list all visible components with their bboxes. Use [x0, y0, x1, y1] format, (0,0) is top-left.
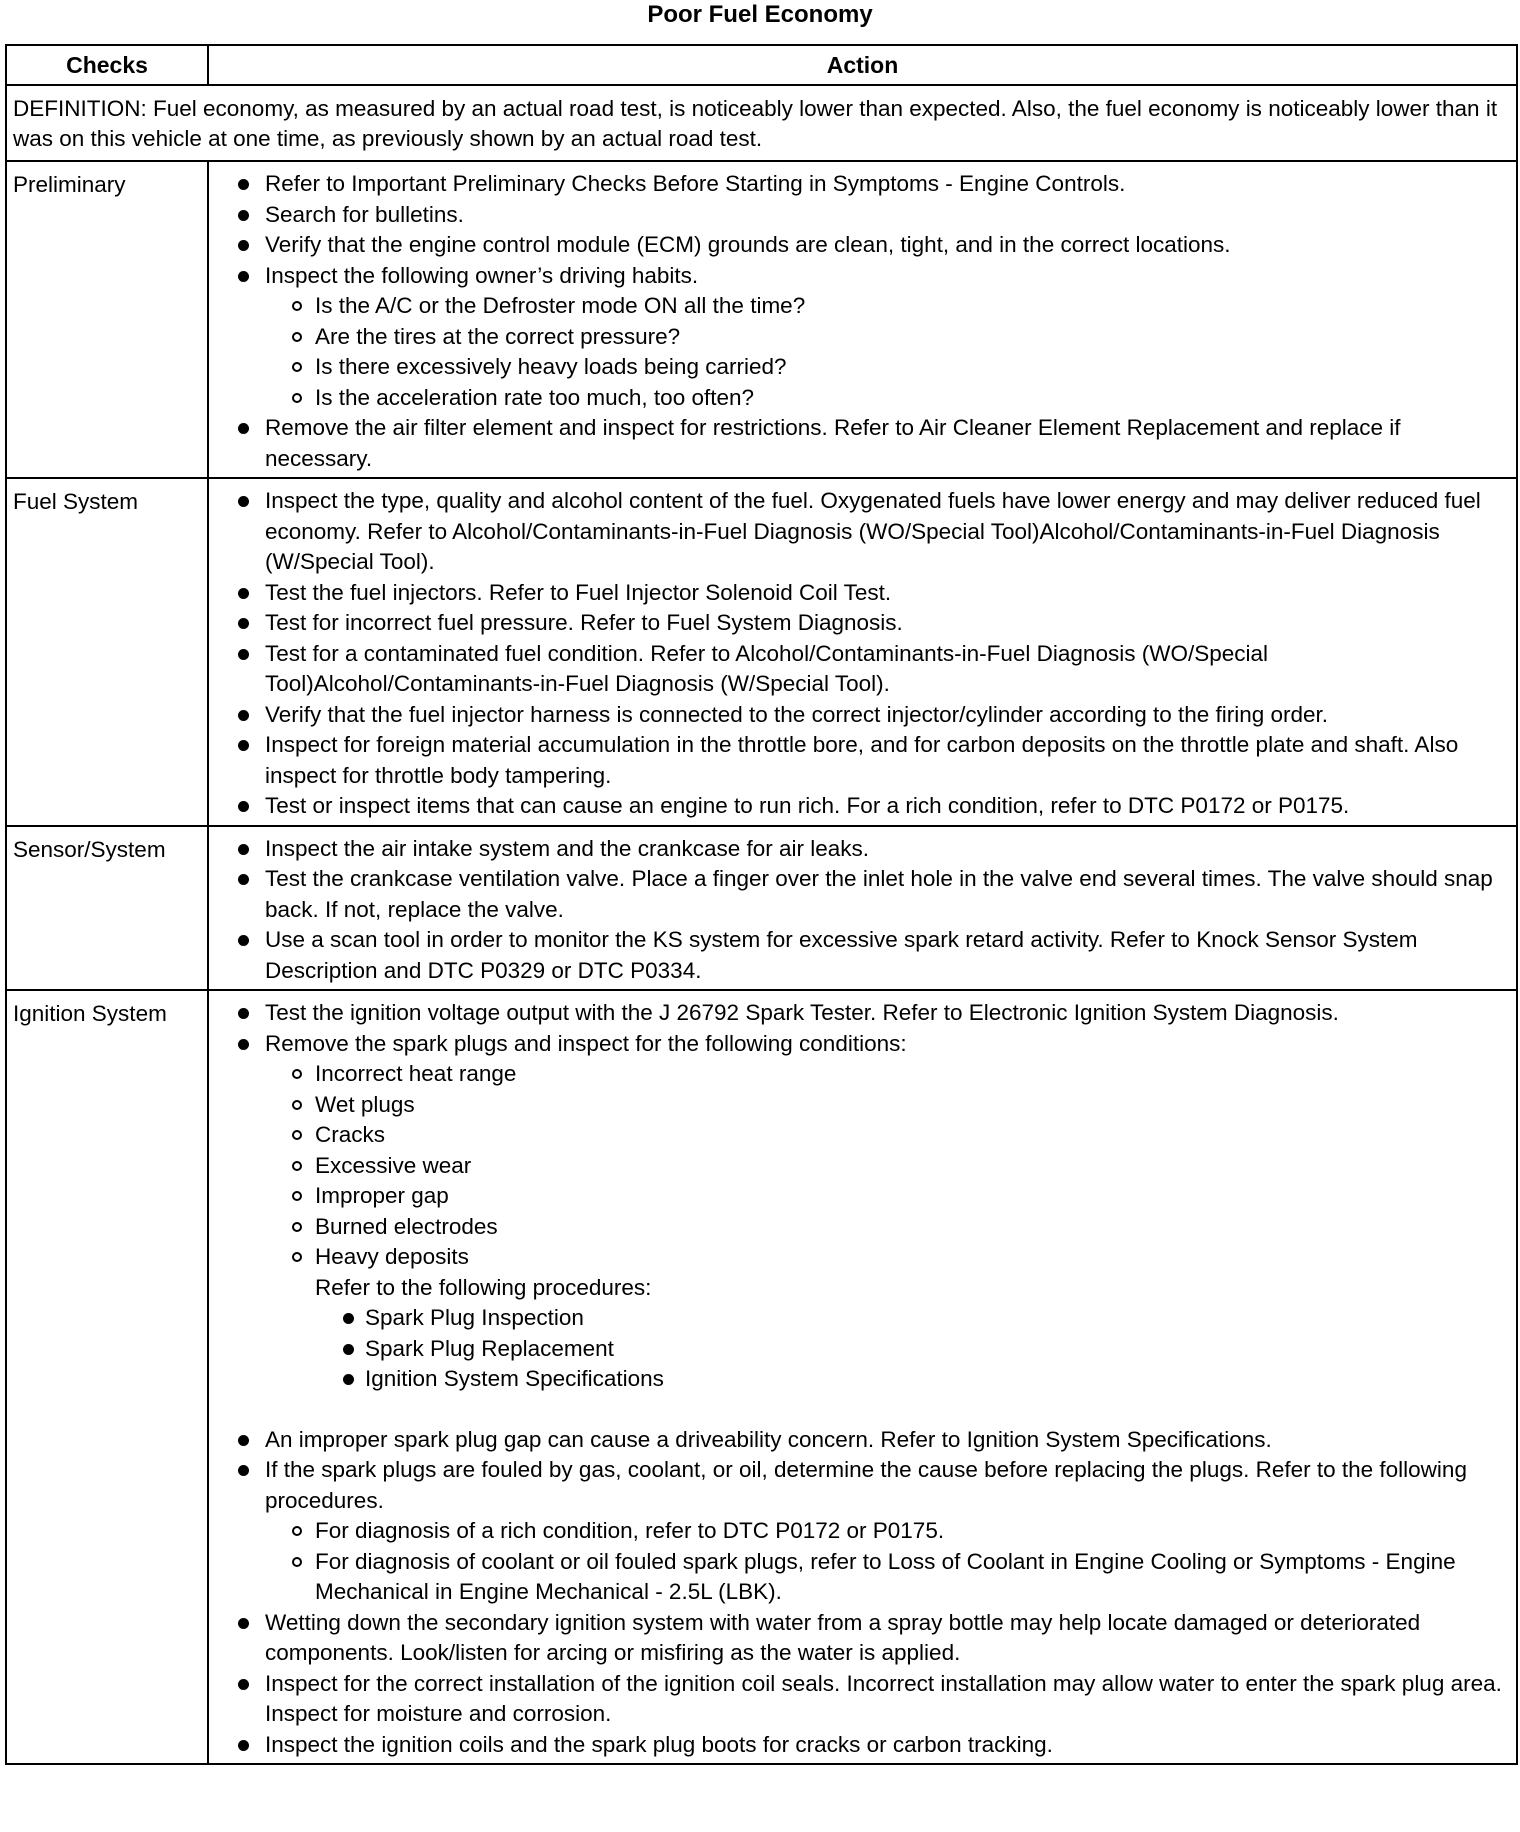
- list-item: Inspect the type, quality and alcohol content of the fuel. Oxygenated fuels have lower energy and may deliver reduced fuel economy. Refer to Alcohol/Contaminants-in-Fuel Diagnosis (WO/Special Tool)Alcohol/Contaminants-in-Fuel Diagnosis (W/Special Tool).: [209, 486, 1510, 578]
- fouled-plugs-list: [265, 1516, 1510, 1608]
- action-list: [209, 998, 1510, 1760]
- sub-list-item: Wet plugs: [265, 1090, 1510, 1121]
- action-cell: [208, 161, 1517, 478]
- sub-list-item: Are the tires at the correct pressure?: [265, 322, 1510, 353]
- table-row-preliminary: [6, 161, 1517, 478]
- action-cell: [208, 990, 1517, 1764]
- plug-conditions-list: [265, 1059, 1510, 1273]
- list-item: Search for bulletins.: [209, 200, 1510, 231]
- list-item: [209, 1029, 1510, 1425]
- definition-text: DEFINITION: Fuel economy, as measured by an actual road test, is noticeably lower than expected. Also, the fuel economy is noticeably lower than it was on this vehicle at one time, as previously shown by an actual road test.: [6, 85, 1517, 161]
- sub-list-item: Cracks: [265, 1120, 1510, 1151]
- driving-habits-list: [265, 291, 1510, 413]
- list-item: Test the crankcase ventilation valve. Place a finger over the inlet hole in the valve end several times. The valve should snap back. If not, replace the valve.: [209, 864, 1510, 925]
- action-list: [209, 169, 1510, 474]
- column-header-action: Action: [208, 45, 1517, 85]
- page-title: Poor Fuel Economy: [647, 1, 873, 28]
- list-item: [209, 261, 1510, 414]
- list-item: Test for a contaminated fuel condition. Refer to Alcohol/Contaminants-in-Fuel Diagnosis (WO/Special Tool)Alcohol/Contaminants-in-Fuel Diagnosis (W/Special Tool).: [209, 639, 1510, 700]
- check-label: Fuel System: [6, 478, 208, 826]
- list-item: Inspect for the correct installation of the ignition coil seals. Incorrect installation may allow water to enter the spark plug area. Inspect for moisture and corrosion.: [209, 1669, 1510, 1730]
- list-item: Inspect the ignition coils and the spark plug boots for cracks or carbon tracking.: [209, 1730, 1510, 1761]
- list-item-text: If the spark plugs are fouled by gas, coolant, or oil, determine the cause before replacing the plugs. Refer to the following procedures.: [265, 1457, 1467, 1513]
- sub-list-item: Is the acceleration rate too much, too often?: [265, 383, 1510, 414]
- sub-list-item: Excessive wear: [265, 1151, 1510, 1182]
- check-label: Preliminary: [6, 161, 208, 478]
- action-list: [209, 834, 1510, 987]
- list-item: Refer to Important Preliminary Checks Before Starting in Symptoms - Engine Controls.: [209, 169, 1510, 200]
- list-item: Verify that the engine control module (ECM) grounds are clean, tight, and in the correct locations.: [209, 230, 1510, 261]
- sub-list-item: For diagnosis of a rich condition, refer to DTC P0172 or P0175.: [265, 1516, 1510, 1547]
- list-item: Wetting down the secondary ignition system with water from a spray bottle may help locate damaged or deteriorated components. Look/listen for arcing or misfiring as the water is applied.: [209, 1608, 1510, 1669]
- sub-list-item: Improper gap: [265, 1181, 1510, 1212]
- procedure-item: Spark Plug Replacement: [265, 1334, 1510, 1365]
- list-item: Test for incorrect fuel pressure. Refer to Fuel System Diagnosis.: [209, 608, 1510, 639]
- check-label: Ignition System: [6, 990, 208, 1764]
- list-item: Inspect for foreign material accumulation in the throttle bore, and for carbon deposits on the throttle plate and shaft. Also inspect for throttle body tampering.: [209, 730, 1510, 791]
- action-cell: [208, 826, 1517, 991]
- list-item-text: Remove the spark plugs and inspect for the following conditions:: [265, 1030, 907, 1056]
- column-header-checks: Checks: [6, 45, 208, 85]
- sub-list-item: Is the A/C or the Defroster mode ON all the time?: [265, 291, 1510, 322]
- diagnostic-table: [5, 44, 1518, 1765]
- procedures-list: [265, 1303, 1510, 1395]
- list-item: Test the fuel injectors. Refer to Fuel Injector Solenoid Coil Test.: [209, 578, 1510, 609]
- list-item: Remove the air filter element and inspect for restrictions. Refer to Air Cleaner Element Replacement and replace if necessary.: [209, 413, 1510, 474]
- list-item: Inspect the air intake system and the crankcase for air leaks.: [209, 834, 1510, 865]
- list-item: Test or inspect items that can cause an engine to run rich. For a rich condition, refer to DTC P0172 or P0175.: [209, 791, 1510, 822]
- table-row-sensor-system: [6, 826, 1517, 991]
- procedure-item: Ignition System Specifications: [265, 1364, 1510, 1395]
- action-cell: [208, 478, 1517, 826]
- refer-procedures-label: Refer to the following procedures:: [315, 1274, 652, 1300]
- procedure-item: Spark Plug Inspection: [265, 1303, 1510, 1334]
- list-item: Test the ignition voltage output with the J 26792 Spark Tester. Refer to Electronic Ignition System Diagnosis.: [209, 998, 1510, 1029]
- sub-list-item: Is there excessively heavy loads being carried?: [265, 352, 1510, 383]
- sub-list-item: Incorrect heat range: [265, 1059, 1510, 1090]
- table-row-ignition-system: [6, 990, 1517, 1764]
- spacer: [265, 1395, 1510, 1425]
- sub-list-item: For diagnosis of coolant or oil fouled spark plugs, refer to Loss of Coolant in Engine Cooling or Symptoms - Engine Mechanical in Engine Mechanical - 2.5L (LBK).: [265, 1547, 1510, 1608]
- definition-row: [6, 85, 1517, 161]
- check-label: Sensor/System: [6, 826, 208, 991]
- list-item: [209, 1455, 1510, 1608]
- list-item: Use a scan tool in order to monitor the KS system for excessive spark retard activity. Refer to Knock Sensor System Description and DTC P0329 or DTC P0334.: [209, 925, 1510, 986]
- sub-list-item: Heavy deposits: [265, 1242, 1510, 1273]
- action-list: [209, 486, 1510, 822]
- sub-list-item: Burned electrodes: [265, 1212, 1510, 1243]
- table-header-row: [6, 45, 1517, 85]
- list-item-text: Inspect the following owner’s driving habits.: [265, 262, 699, 288]
- list-item: Verify that the fuel injector harness is connected to the correct injector/cylinder according to the firing order.: [209, 700, 1510, 731]
- list-item: An improper spark plug gap can cause a driveability concern. Refer to Ignition System Specifications.: [209, 1425, 1510, 1456]
- table-row-fuel-system: [6, 478, 1517, 826]
